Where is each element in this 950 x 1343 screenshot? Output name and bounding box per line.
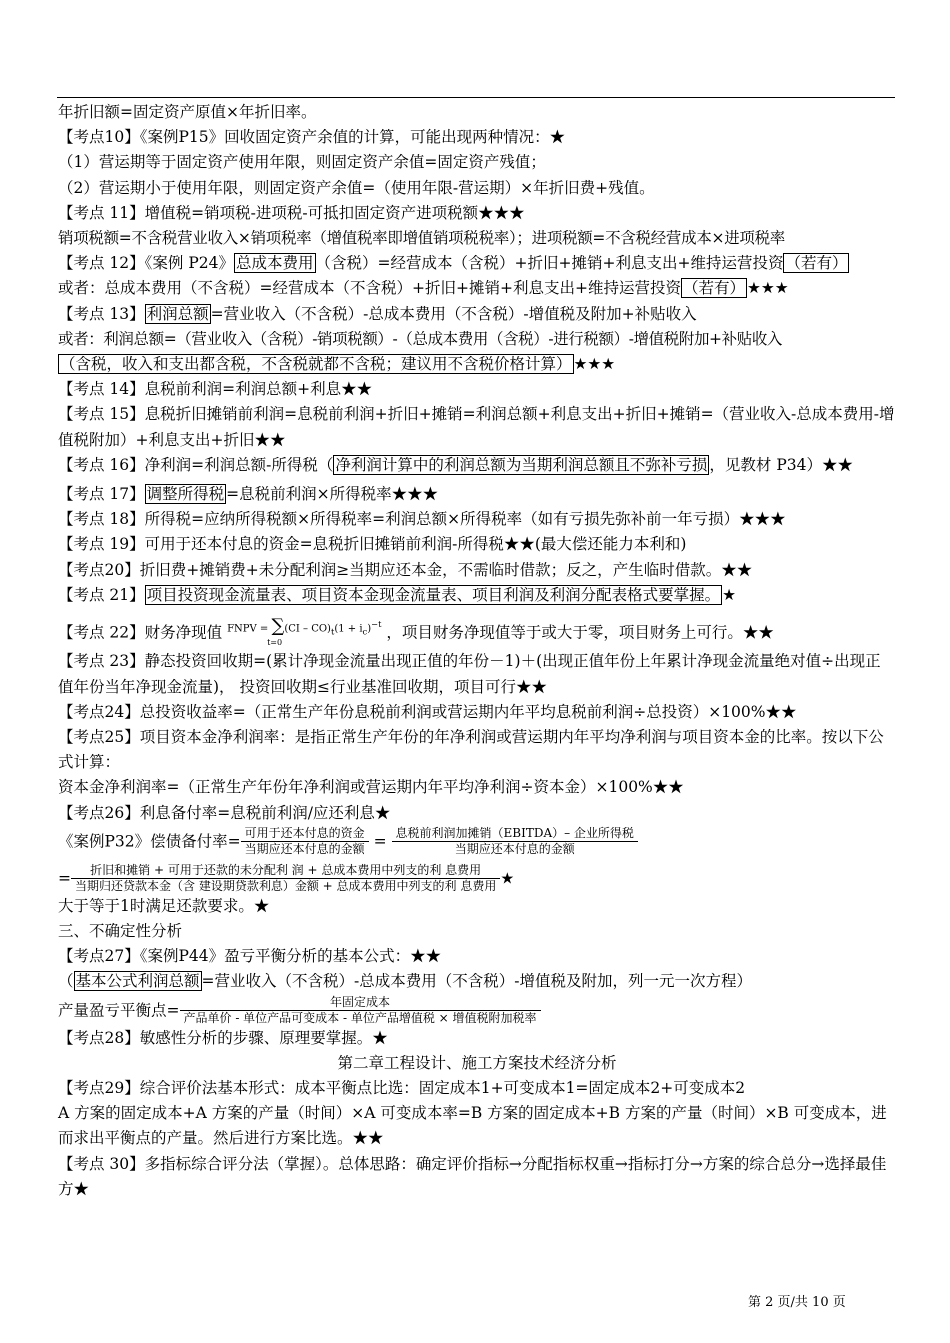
point-23: 【考点 23】静态投资回收期=(累计净现金流量出现正值的年份－1)＋(出现正值年份上年累计净现金流量绝对值÷出现正值年份当年净现金流量)， 投资回收期≤行业基准回收期，项目可行★★ <box>58 652 881 696</box>
text-line: 大于等于1时满足还款要求。★ <box>58 896 270 915</box>
text-line: 资本金净利润率=（正常生产年份年净利润或营运期内年平均净利润÷资本金）×100%★★ <box>58 778 684 797</box>
text-line: 或者：总成本费用（不含税）=经营成本（不含税）+折旧+摊销+利息支出+维持运营投资 （若有） ★★★ <box>58 279 789 298</box>
point-26: 【考点26】利息备付率=息税前利润/应还利息★ <box>58 803 391 822</box>
section-heading: 三、不确定性分析 <box>58 922 183 941</box>
text-line: （1）营运期等于固定资产使用年限，则固定资产余值=固定资产残值； <box>58 153 546 172</box>
text-line: （ 基本公式利润总额 =营业收入（不含税）-总成本费用（不含税）-增值税及附加，列一元一次方程） <box>58 972 752 991</box>
text-line: （含税，收入和支出都含税，不含税就都不含税；建议用不含税价格计算） ★★★ <box>60 355 616 374</box>
point-11: 【考点 11】增值税=销项税-进项税-可抵扣固定资产进项税额★★★ <box>58 203 525 222</box>
point-20: 【考点20】折旧费+摊销费+未分配利润≥当期应还本金，不需临时借款；反之，产生临时借款。★★ <box>58 560 753 579</box>
point-25: 【考点25】项目资本金净利润率：是指正常生产年份的年净利润或营运期内年平均净利润与项目资本金的比率。按以下公式计算： <box>58 728 884 772</box>
boxed-term: 调整所得税 <box>146 485 225 504</box>
document-body <box>58 100 896 1202</box>
point-27: 【考点27】《案例P44》盈亏平衡分析的基本公式：★★ <box>58 947 442 966</box>
boxed-term: 项目投资现金流量表、项目资本金现金流量表、项目利润及利润分配表格式要掌握。 <box>146 585 721 604</box>
boxed-term: （含税，收入和支出都含税，不含税就都不含税；建议用不含税价格计算） <box>60 355 572 374</box>
debt-coverage-formula: 《案例P32》偿债备付率= $\frac{\text{可用于还本付息的资金}}{\text{当期应还本付息的金额}}$ = $\frac{\text{息税前利润加摊销（EBITDA）– 企业所得税}}{\text{当期应还本付息的金额}}$ <box>58 826 896 857</box>
point-29: 【考点29】综合评价法基本形式：成本平衡点比选：固定成本1+可变成本1=固定成本2+可变成本2 <box>58 1079 746 1098</box>
boxed-term: 总成本费用 <box>235 254 314 273</box>
page-footer: 第 2 页/共 10 页 <box>748 1295 846 1310</box>
point-16: 【考点 16】净利润=利润总额-所得税（ 净利润计算中的利润总额为当期利润总额且不弥补亏损 ，见教材 P34）★★ <box>58 455 853 474</box>
point-14: 【考点 14】息税前利润=利润总额+利息★★ <box>58 380 373 399</box>
point-17: 【考点 17】 调整所得税 =息税前利润×所得税率★★★ <box>58 485 439 504</box>
point-12: 【考点 12】《案例 P24》 总成本费用 （含税）=经营成本（含税）+折旧+摊销+利息支出+维持运营投资 （若有） <box>58 254 848 273</box>
point-30: 【考点 30】多指标综合评分法（掌握）。总体思路：确定评价指标→分配指标权重→指标打分→方案的综合总分→选择最佳方★ <box>58 1154 887 1198</box>
text-line: 销项税额=不含税营业收入×销项税率（增值税率即增值销项税税率）；进项税额=不含税经营成本×进项税率 <box>58 229 786 248</box>
boxed-term: （若有） <box>682 279 745 298</box>
point-24: 【考点24】总投资收益率=（正常生产年份息税前利润或营运期内年平均息税前利润÷总投资）×100%★★ <box>58 702 797 721</box>
boxed-term: 净利润计算中的利润总额为当期利润总额且不弥补亏损 <box>335 455 708 474</box>
point-19: 【考点 19】可用于还本付息的资金=息税折旧摊销前利润-所得税★★(最大偿还能力本利和) <box>58 535 687 554</box>
boxed-term: 基本公式利润总额 <box>75 972 200 991</box>
boxed-term: （若有） <box>785 254 848 273</box>
point-21: 【考点 21】 项目投资现金流量表、项目资本金现金流量表、项目利润及利润分配表格式要掌握。 ★ <box>58 585 737 604</box>
text-line: （2）营运期小于使用年限，则固定资产余值=（使用年限-营运期）×年折旧费+残值。 <box>58 178 655 197</box>
fnpv-formula: FNPV = $\sum(CI - CO)_t(1 + i_c)^{-t}$ t=0 <box>227 615 382 648</box>
point-10: 【考点10】《案例P15》回收固定资产余值的计算，可能出现两种情况：★ <box>58 128 566 147</box>
point-18: 【考点 18】所得税=应纳所得税额×所得税率=利润总额×所得税率（如有亏损先弥补前一年亏损）★★★ <box>58 510 786 529</box>
point-22: 【考点 22】财务净现值 FNPV = $\sum(CI - CO)_t(1 + i_c)^{-t}$ t=0 ，项目财务净现值等于或大于零，项目财务上可行。★★ <box>58 615 774 648</box>
breakeven-formula: 产量盈亏平衡点= $\frac{\text{年固定成本}}{\text{产品单价 - 单位产品可变成本 - 单位产品增值税 × 增值税附加税率}}$ <box>58 995 896 1026</box>
chapter-heading: 第二章工程设计、施工方案技术经济分析 <box>337 1053 617 1072</box>
point-28: 【考点28】敏感性分析的步骤、原理要掌握。★ <box>58 1028 388 1047</box>
text-line: 或者：利润总额=（营业收入（含税）-销项税额）-（总成本费用（含税）-进行税额）-增值税附加+补贴收入 <box>58 329 783 348</box>
text-line: 年折旧额=固定资产原值×年折旧率。 <box>58 103 317 121</box>
header-rule <box>57 97 895 98</box>
boxed-term: 利润总额 <box>146 304 209 323</box>
text-line: A 方案的固定成本+A 方案的产量（时间）×A 可变成本率=B 方案的固定成本+B 方案的产量（时间）×B 可变成本，进而求出平衡点的产量。然后进行方案比选。★★ <box>58 1104 887 1148</box>
point-13: 【考点 13】 利润总额 =营业收入（不含税）-总成本费用（不含税）-增值税及附加+补贴收入 <box>58 304 697 323</box>
debt-coverage-formula-2: = $\frac{\text{折旧和摊销 + 可用于还款的未分配利 润 + 总成本费用中列支的利 息费用}}{\text{当期归还贷款本金（含 建设期贷款利息）金额 + 总成本费用中列支的利 息费用}}$ ★ <box>58 862 515 893</box>
point-15: 【考点 15】息税折旧摊销前利润=息税前利润+折旧+摊销=利润总额+利息支出+折旧+摊销=（营业收入-总成本费用-增值税附加）+利息支出+折旧★★ <box>58 405 895 449</box>
